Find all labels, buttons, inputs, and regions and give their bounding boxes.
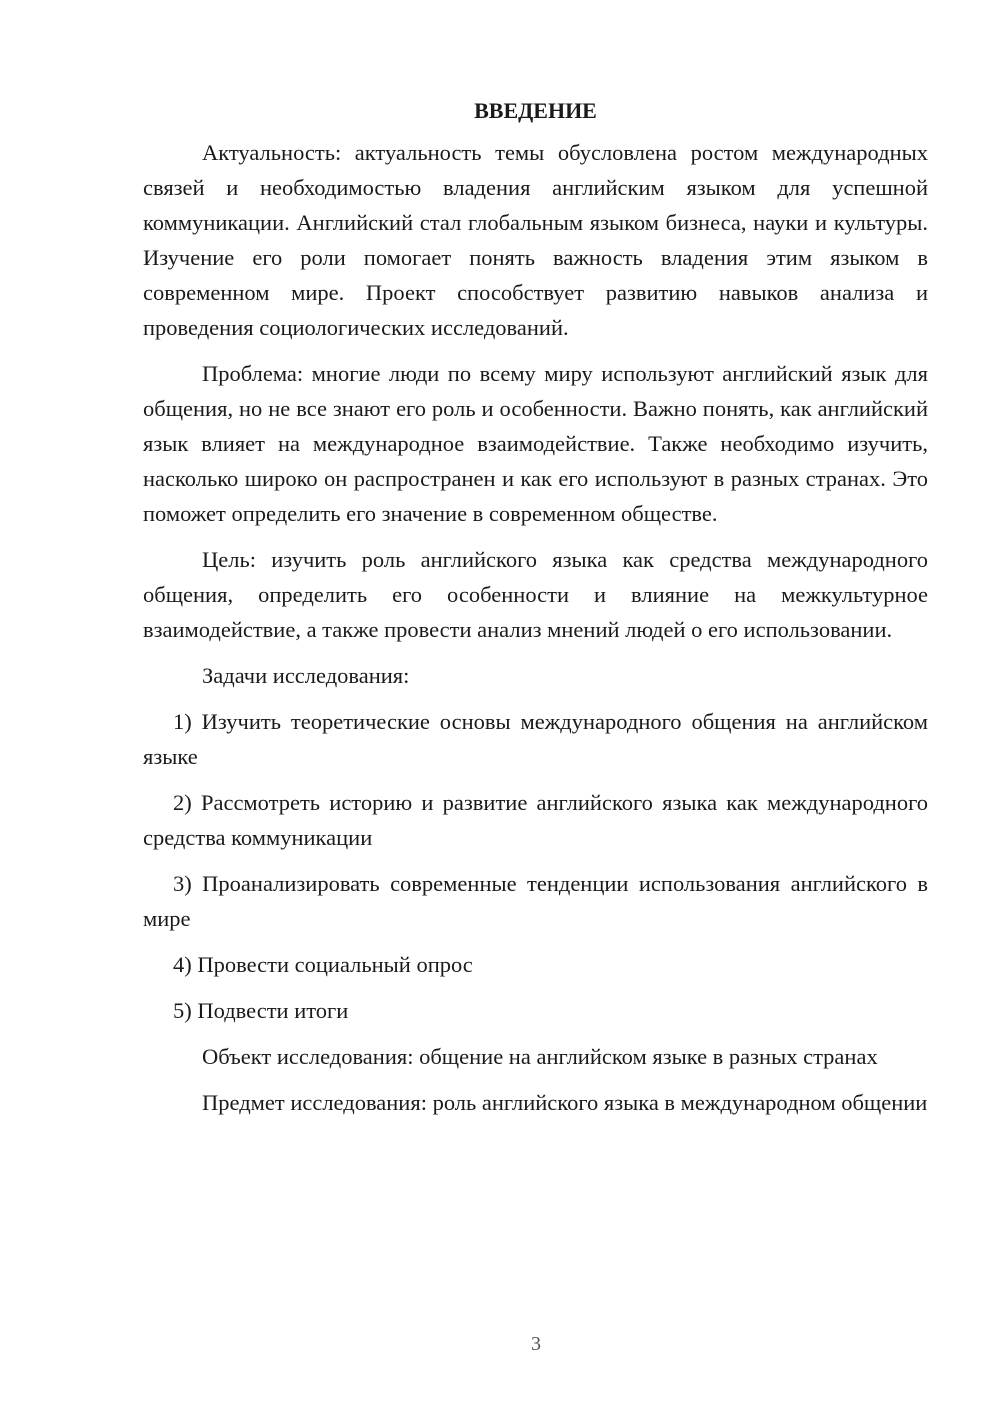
task-item-2: 2) Рассмотреть историю и развитие английского языка как международного средства коммуникации [143,790,928,850]
relevance-paragraph: Актуальность: актуальность темы обусловлена ростом международных связей и необходимостью владения английским языком для успешной коммуникации. Английский стал глобальным языком бизнеса, науки и культуры. Изучение его роли помогает понять важность владения этим языком в современном мире. Проект способствует развитию навыков анализа и проведения социологических исследований. [143,140,928,340]
task-item-4: 4) Провести социальный опрос [173,952,473,977]
task-item-5: 5) Подвести итоги [173,998,349,1023]
page-number: 3 [531,1333,541,1355]
task-item-1: 1) Изучить теоретические основы международного общения на английском языке [143,709,928,769]
tasks-heading: Задачи исследования: [202,663,410,688]
task-item-3: 3) Проанализировать современные тенденции использования английского в мире [143,871,928,931]
page-content [143,96,928,1131]
object-paragraph: Объект исследования: общение на английском языке в разных странах [202,1044,878,1069]
problem-paragraph: Проблема: многие люди по всему миру используют английский язык для общения, но не все знают его роль и особенности. Важно понять, как английский язык влияет на международное взаимодействие. Также необходимо изучить, насколько широко он распространен и как его используют в разных странах. Это поможет определить его значение в современном обществе. [143,361,928,526]
goal-paragraph: Цель: изучить роль английского языка как средства международного общения, определить его особенности и влияние на межкультурное взаимодействие, а также провести анализ мнений людей о его использовании. [143,547,928,642]
section-title: ВВЕДЕНИЕ [474,98,597,123]
subject-paragraph: Предмет исследования: роль английского языка в международном общении [202,1090,928,1115]
